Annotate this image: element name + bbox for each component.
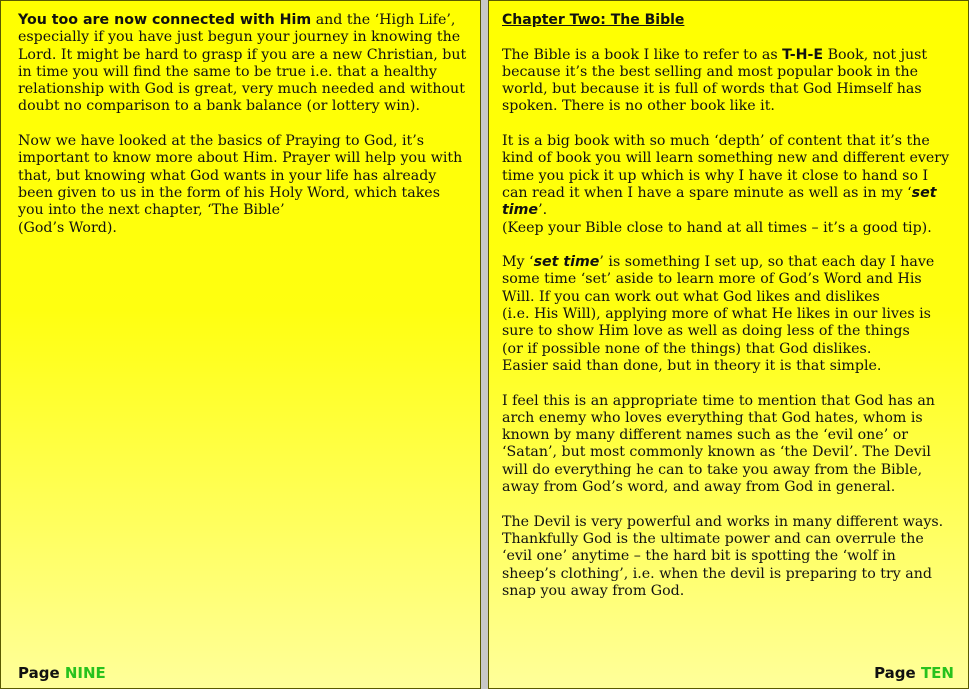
right-paragraph-1-text-a: The Bible is a book I like to refer to as [502, 46, 783, 63]
left-page [0, 0, 481, 689]
left-paragraph-1 [18, 12, 468, 116]
left-paragraph-2 [18, 133, 468, 237]
left-page-body [18, 12, 468, 254]
left-paragraph-1-text: and the ‘High Life’, especially if you have just begun your journey in knowing the Lord. It might be hard to grasp if you are a new Christian, but in time you will find the same to be true i.e. that a healthy relationship with God is great, very much needed and without doubt no comparison to a bank balance (or lottery win). [18, 12, 467, 115]
right-paragraph-2-text-b: ’. [538, 202, 548, 219]
right-paragraph-3-text-e: Easier said than done, but in theory it is that simple. [502, 357, 882, 374]
right-page-footer [874, 664, 954, 682]
chapter-heading: Chapter Two: The Bible [502, 12, 685, 28]
right-paragraph-3 [502, 254, 954, 375]
set-time-emphasis: set time [502, 184, 937, 219]
right-paragraph-3-text-c: (i.e. His Will), applying more of what He likes in our lives is sure to show Him love as well as doing less of the things [502, 306, 931, 340]
left-paragraph-2-text: Now we have looked at the basics of Praying to God, it’s important to know more about Him. Prayer will help you with that, but knowing what God wants in your life has already been given to us in the form of his Holy Word, which takes you into the next chapter, ‘The Bible’ [18, 133, 463, 219]
page-number: NINE [64, 664, 106, 682]
right-paragraph-3-text-b: ’ is something I set up, so that each day I have some time ‘set’ aside to learn more of God’s Word and His Will. If you can work out what God likes and dislikes [502, 254, 935, 305]
right-paragraph-4: I feel this is an appropriate time to mention that God has an arch enemy who loves everything that God hates, whom is known by many different names such as the ‘evil one’ or ‘Satan’, but most commonly known as ‘the Devil’. The Devil will do everything he can to take you away from the Bible, away from God’s word, and away from God in general. [502, 392, 935, 496]
right-paragraph-3-text-a: My ‘ [502, 254, 534, 271]
connected-bold-phrase: You too are now connected with Him [18, 12, 312, 28]
page-label: Page [874, 664, 916, 682]
bible-tip: (Keep your Bible close to hand at all times – it’s a good tip). [502, 219, 932, 236]
right-paragraph-1-text-b: Book, not just because it’s the best selling and most popular book in the world, but because it is full of words that God Himself has spoken. There is no other book like it. [502, 46, 928, 115]
left-page-footer [18, 664, 106, 682]
right-paragraph-2-text-a: It is a big book with so much ‘depth’ of content that it’s the kind of book you will learn something new and different every time you pick it up which is why I have it close to hand so I can read it when I have a spare minute as well as in my ‘ [502, 133, 950, 201]
the-book-bold: T-H-E [782, 46, 824, 63]
right-page-body [502, 12, 954, 617]
left-paragraph-2-tail: (God’s Word). [18, 219, 117, 236]
right-paragraph-5: The Devil is very powerful and works in many different ways. Thankfully God is the ultimate power and can overrule the ‘evil one’ anytime – the hard bit is spotting the ‘wolf in sheep’s clothing’, i.e. when the devil is preparing to try and snap you away from God. [502, 513, 944, 599]
right-page [488, 0, 969, 689]
page-number: TEN [920, 664, 954, 682]
right-paragraph-2 [502, 133, 954, 237]
page-label: Page [18, 664, 60, 682]
right-paragraph-1 [502, 47, 954, 116]
set-time-emphasis: set time [533, 254, 600, 271]
right-paragraph-3-text-d: (or if possible none of the things) that God dislikes. [502, 340, 872, 357]
